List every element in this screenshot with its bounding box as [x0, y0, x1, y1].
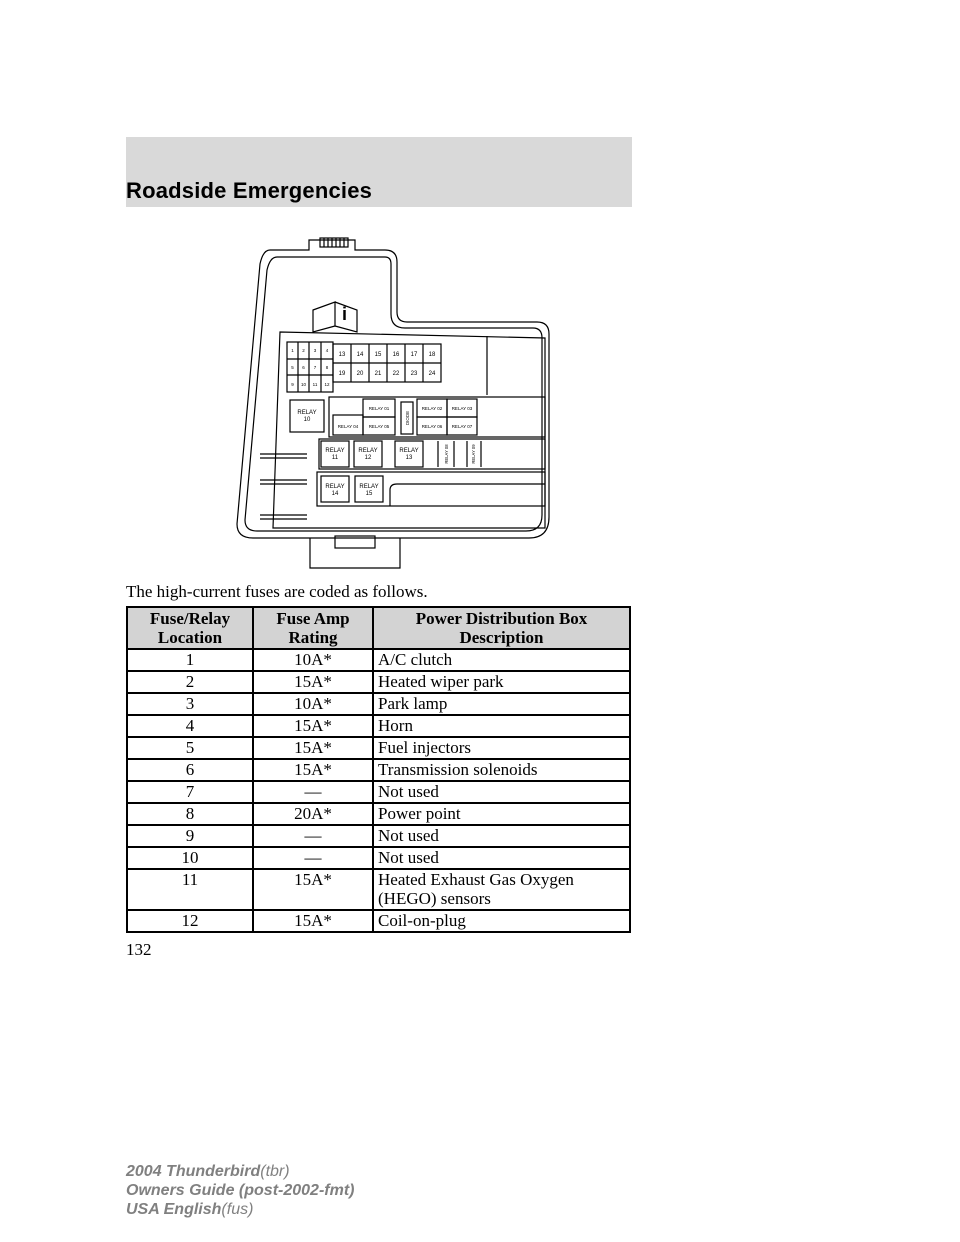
housing-outline — [237, 240, 549, 538]
cell-description: Power point — [373, 803, 630, 825]
diagram-label: 10 — [303, 417, 311, 423]
diagram-label: 21 — [374, 371, 382, 377]
table-header-row — [127, 607, 630, 649]
table-row — [127, 869, 630, 910]
table-row — [127, 910, 630, 932]
info-icon: i — [342, 304, 348, 324]
diagram-label: RELAY — [325, 448, 345, 454]
cell-description: Fuel injectors — [373, 737, 630, 759]
diagram-label: RELAY 01 — [368, 406, 390, 411]
diagram-label: 19 — [338, 371, 346, 377]
cell-description: Horn — [373, 715, 630, 737]
diagram-label: 18 — [428, 352, 436, 358]
cell-description: A/C clutch — [373, 649, 630, 671]
cell-description: Not used — [373, 847, 630, 869]
diagram-label: 11 — [312, 382, 318, 387]
diagram-label: 17 — [410, 352, 418, 358]
diagram-label: RELAY — [399, 448, 419, 454]
diagram-label: RELAY 04 — [337, 424, 359, 429]
cell-location: 12 — [127, 910, 253, 932]
cell-location: 3 — [127, 693, 253, 715]
diagram-label: 5 — [291, 365, 294, 370]
cell-location: 1 — [127, 649, 253, 671]
diagram-label: RELAY 02 — [421, 406, 443, 411]
cell-amp-rating: 10A* — [253, 693, 373, 715]
cell-amp-rating: — — [253, 847, 373, 869]
section-title: Roadside Emergencies — [126, 178, 373, 203]
fuse-table — [126, 606, 631, 933]
diagram-label: 13 — [405, 455, 413, 461]
header-amp-rating: Fuse Amp Rating — [253, 607, 373, 649]
cell-amp-rating: — — [253, 825, 373, 847]
table-row — [127, 715, 630, 737]
table-row — [127, 649, 630, 671]
cell-location: 5 — [127, 737, 253, 759]
cell-location: 2 — [127, 671, 253, 693]
cell-amp-rating: 10A* — [253, 649, 373, 671]
diagram-label: 16 — [392, 352, 400, 358]
footer-line-3: USA English(fus) — [126, 1201, 254, 1218]
cell-amp-rating: 15A* — [253, 869, 373, 910]
cell-description: Park lamp — [373, 693, 630, 715]
diagram-label: 23 — [410, 371, 418, 377]
cell-location: 10 — [127, 847, 253, 869]
diagram-label: 24 — [428, 371, 436, 377]
intro-text: The high-current fuses are coded as follows. — [126, 582, 428, 601]
cell-location: 6 — [127, 759, 253, 781]
diagram-label: RELAY — [358, 448, 378, 454]
diagram-label: 9 — [291, 382, 294, 387]
table-row — [127, 781, 630, 803]
table-row — [127, 825, 630, 847]
table-row — [127, 671, 630, 693]
diagram-label: 6 — [302, 365, 305, 370]
footer — [126, 1162, 354, 1219]
diagram-label: 12 — [364, 455, 372, 461]
cell-description: Transmission solenoids — [373, 759, 630, 781]
cell-location: 8 — [127, 803, 253, 825]
diagram-label: 15 — [365, 491, 373, 497]
diagram-label: 13 — [338, 352, 346, 358]
diagram-label: 14 — [356, 352, 364, 358]
table-row — [127, 759, 630, 781]
diagram-label: 1 — [291, 348, 294, 353]
cell-amp-rating: 15A* — [253, 671, 373, 693]
diagram-label: RELAY 09 — [471, 444, 476, 464]
cell-location: 9 — [127, 825, 253, 847]
diagram-label: RELAY 06 — [421, 424, 443, 429]
cell-amp-rating: — — [253, 781, 373, 803]
cell-description: Not used — [373, 825, 630, 847]
diagram-label: RELAY — [297, 410, 317, 416]
page-number: 132 — [126, 940, 152, 959]
cell-location: 11 — [127, 869, 253, 910]
fuse-box-diagram — [225, 232, 565, 572]
cell-description: Heated Exhaust Gas Oxygen (HEGO) sensors — [373, 869, 630, 910]
diagram-label: 7 — [313, 365, 317, 370]
cell-location: 7 — [127, 781, 253, 803]
cell-description: Not used — [373, 781, 630, 803]
diagram-label: RELAY — [359, 484, 379, 490]
diagram-label: 10 — [300, 382, 307, 387]
diagram-label: 12 — [324, 382, 330, 387]
cell-description: Heated wiper park — [373, 671, 630, 693]
table-row — [127, 693, 630, 715]
table-row — [127, 847, 630, 869]
diagram-label: 11 — [331, 455, 339, 461]
cell-amp-rating: 15A* — [253, 910, 373, 932]
diagram-label: 4 — [325, 348, 329, 353]
diagram-label: 15 — [374, 352, 382, 358]
cell-amp-rating: 15A* — [253, 737, 373, 759]
table-row — [127, 803, 630, 825]
diagram-label: 22 — [392, 371, 400, 377]
diagram-label: 3 — [313, 348, 317, 353]
diagram-label: RELAY — [325, 484, 345, 490]
cell-location: 4 — [127, 715, 253, 737]
footer-line-2: Owners Guide (post-2002-fmt) — [126, 1182, 355, 1199]
diagram-label: RELAY 07 — [451, 424, 473, 429]
cell-amp-rating: 15A* — [253, 759, 373, 781]
header-description: Power Distribution Box Description — [373, 607, 630, 649]
diagram-label: RELAY 03 — [451, 406, 473, 411]
diagram-label: 2 — [302, 348, 305, 353]
diagram-label: RELAY 08 — [444, 444, 449, 464]
cell-description: Coil-on-plug — [373, 910, 630, 932]
diagram-label: RELAY 05 — [368, 424, 390, 429]
diagram-label: 8 — [325, 365, 329, 370]
diagram-label: DIODE — [405, 410, 410, 426]
diagram-label: 20 — [356, 371, 364, 377]
cell-amp-rating: 20A* — [253, 803, 373, 825]
cell-amp-rating: 15A* — [253, 715, 373, 737]
diagram-label: 14 — [331, 491, 339, 497]
header-location: Fuse/Relay Location — [127, 607, 253, 649]
housing-inner-outline — [245, 257, 542, 531]
footer-line-1: 2004 Thunderbird(tbr) — [126, 1163, 290, 1180]
table-row — [127, 737, 630, 759]
